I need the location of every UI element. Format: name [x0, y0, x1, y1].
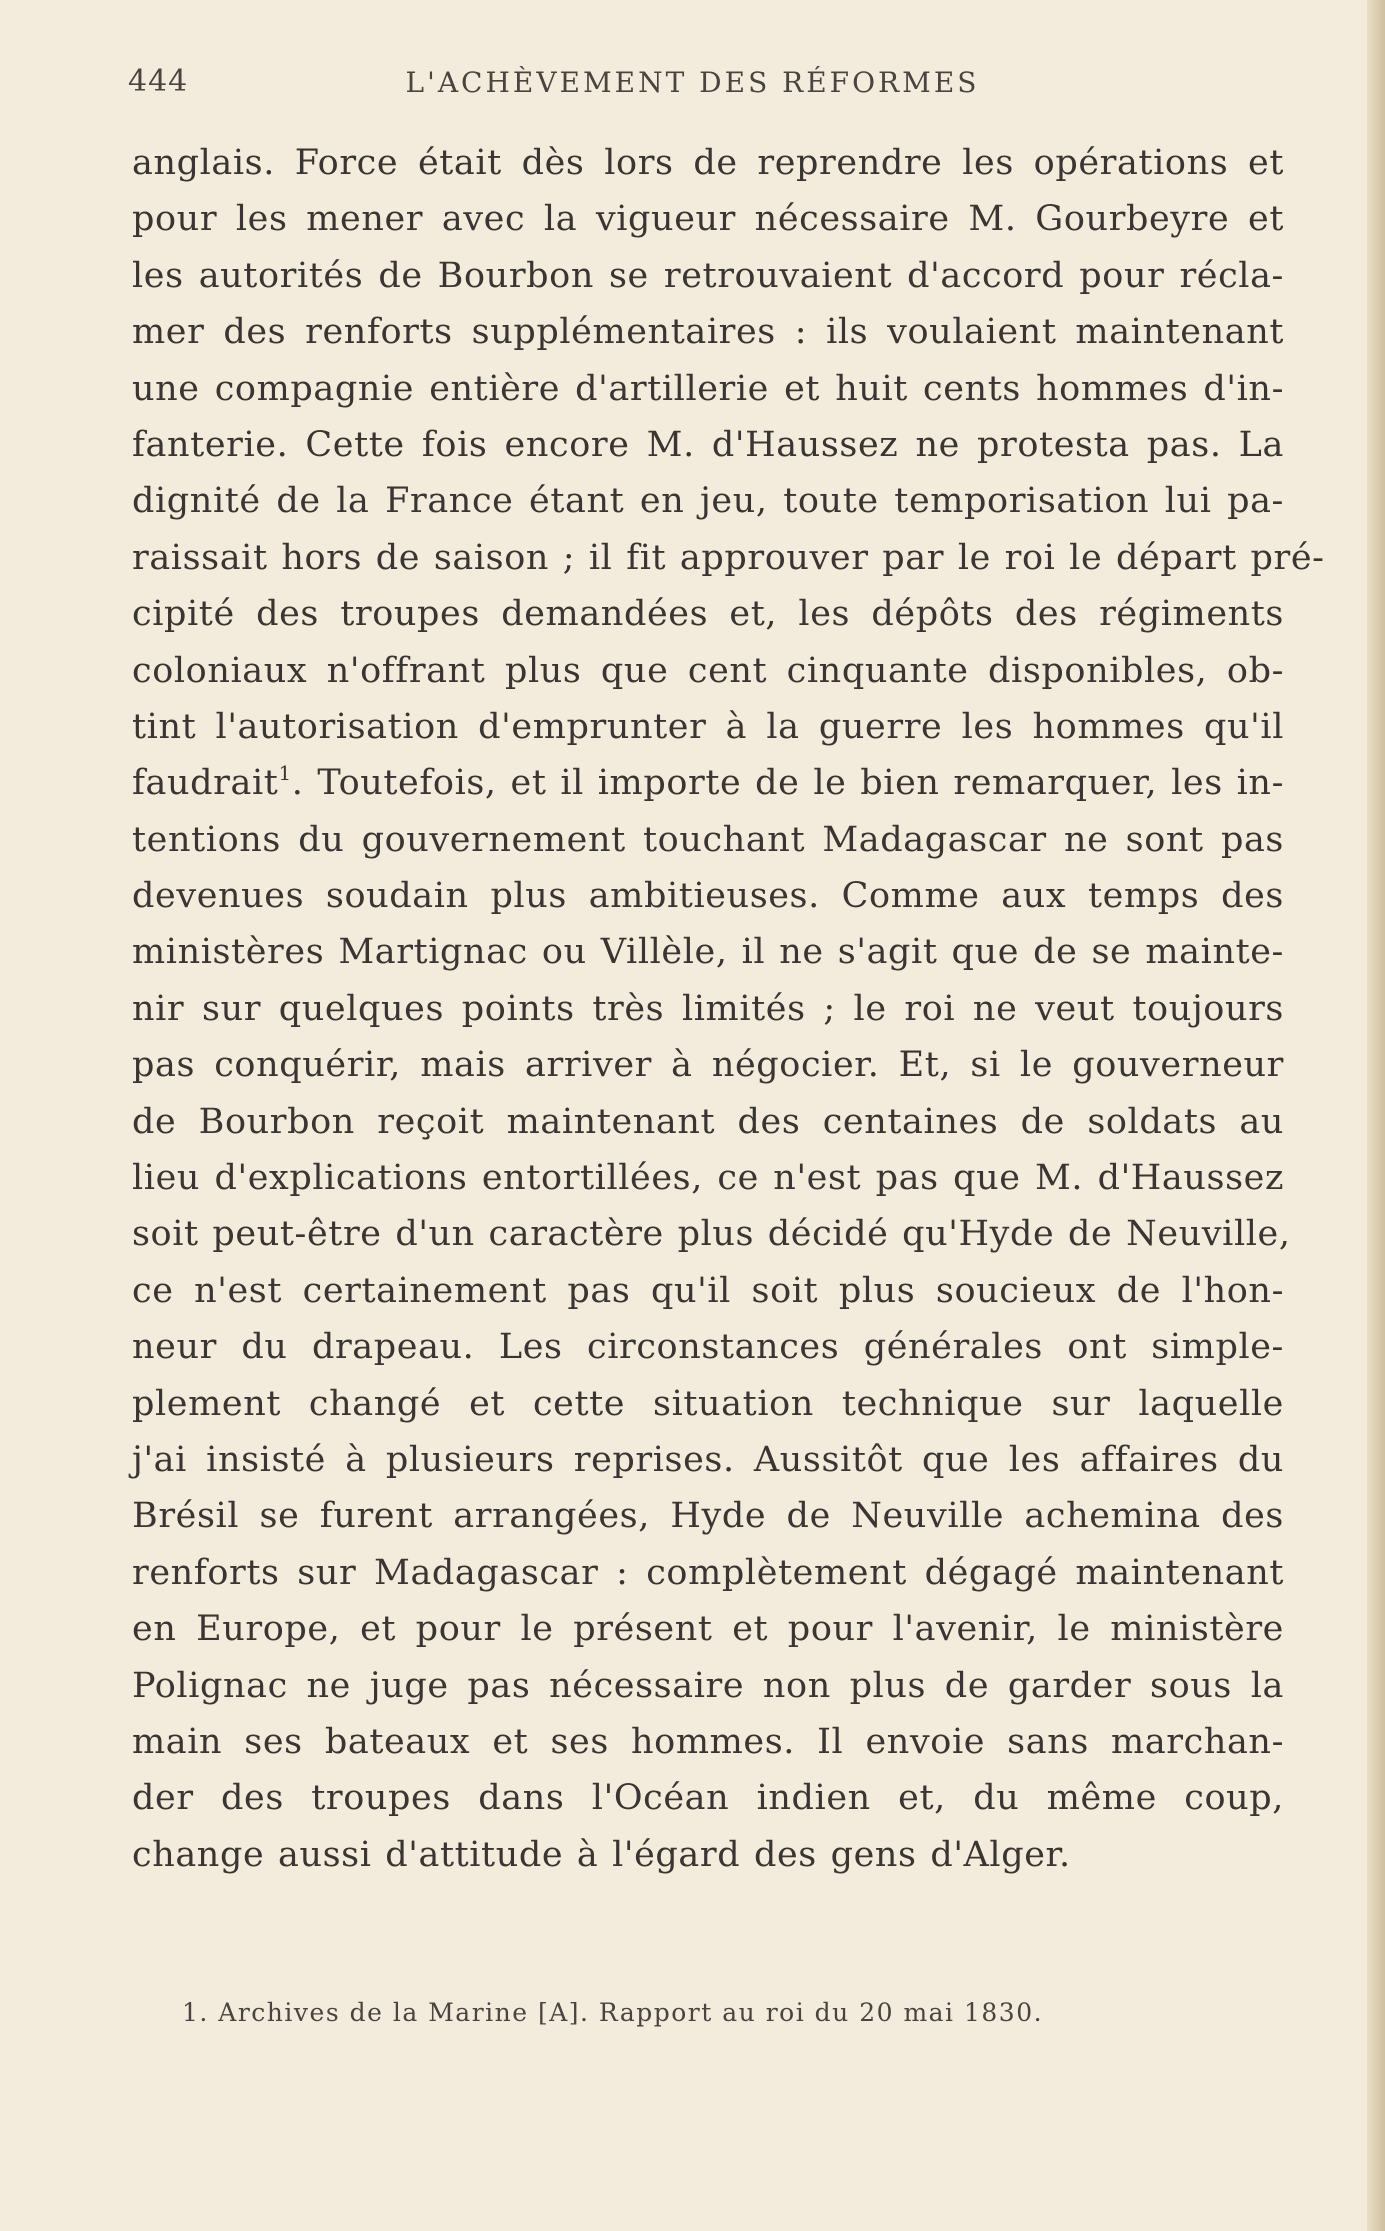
text-line: en Europe, et pour le présent et pour l'avenir, le ministère	[132, 1609, 1284, 1650]
text-line: j'ai insisté à plusieurs reprises. Aussitôt que les affaires du	[132, 1439, 1284, 1480]
running-head: L'ACHÈVEMENT DES RÉFORMES	[405, 66, 980, 99]
text-line: Polignac ne juge pas nécessaire non plus de garder sous la	[132, 1665, 1284, 1706]
text-line: les autorités de Bourbon se retrouvaient d'accord pour récla-	[132, 255, 1284, 296]
text-line: dignité de la France étant en jeu, toute temporisation lui pa-	[132, 481, 1284, 522]
text-line: tentions du gouvernement touchant Madagascar ne sont pas	[132, 819, 1284, 860]
text-line: anglais. Force était dès lors de reprendre les opérations et	[132, 143, 1284, 183]
text-line: coloniaux n'offrant plus que cent cinquante disponibles, ob-	[132, 650, 1284, 691]
page-header	[0, 64, 1385, 114]
text-line: fanterie. Cette fois encore M. d'Haussez ne protesta pas. La	[132, 424, 1284, 465]
text-line: de Bourbon reçoit maintenant des centaines de soldats au	[132, 1101, 1284, 1142]
text-line: pas conquérir, mais arriver à négocier. Et, si le gouverneur	[132, 1045, 1284, 1086]
text-fragment: faudrait	[132, 763, 279, 804]
text-line: Brésil se furent arrangées, Hyde de Neuville achemina des	[132, 1496, 1284, 1537]
text-line: ministères Martignac ou Villèle, il ne s'agit que de se mainte-	[132, 932, 1284, 973]
text-fragment: . Toutefois, et il importe de le bien remarquer, les in-	[291, 763, 1284, 804]
text-line: soit peut-être d'un caractère plus décidé qu'Hyde de Neuville,	[132, 1214, 1291, 1255]
text-line: une compagnie entière d'artillerie et huit cents hommes d'in-	[132, 368, 1284, 409]
text-line: devenues soudain plus ambitieuses. Comme aux temps des	[132, 876, 1284, 917]
page-number: 444	[128, 64, 189, 99]
text-line: tint l'autorisation d'emprunter à la guerre les hommes qu'il	[132, 706, 1284, 747]
text-line: pour les mener avec la vigueur nécessaire M. Gourbeyre et	[132, 199, 1284, 240]
text-line: neur du drapeau. Les circonstances générales ont simple-	[132, 1327, 1284, 1368]
text-line: lieu d'explications entortillées, ce n'est pas que M. d'Haussez	[132, 1158, 1284, 1199]
text-line: nir sur quelques points très limités ; le roi ne veut toujours	[132, 988, 1284, 1029]
text-line-with-footnote	[132, 755, 1284, 811]
text-line: cipité des troupes demandées et, les dépôts des régiments	[132, 594, 1284, 635]
footnote-marker[interactable]: 1	[278, 761, 292, 786]
text-line: raissait hors de saison ; il fit approuver par le roi le départ pré-	[132, 537, 1325, 578]
text-line: mer des renforts supplémentaires : ils voulaient maintenant	[132, 312, 1284, 353]
body-text	[132, 135, 1325, 1883]
page-edge-shadow	[1367, 0, 1385, 2231]
text-line: main ses bateaux et ses hommes. Il envoie sans marchan-	[132, 1721, 1284, 1762]
text-line: renforts sur Madagascar : complètement dégagé maintenant	[132, 1552, 1284, 1593]
text-line-last: change aussi d'attitude à l'égard des gens d'Alger.	[132, 1834, 1071, 1875]
footnote: 1. Archives de la Marine [A]. Rapport au roi du 20 mai 1830.	[182, 1998, 1044, 2027]
text-line: der des troupes dans l'Océan indien et, du même coup,	[132, 1778, 1284, 1819]
text-line: plement changé et cette situation technique sur laquelle	[132, 1383, 1284, 1424]
text-line: ce n'est certainement pas qu'il soit plus soucieux de l'hon-	[132, 1270, 1284, 1311]
